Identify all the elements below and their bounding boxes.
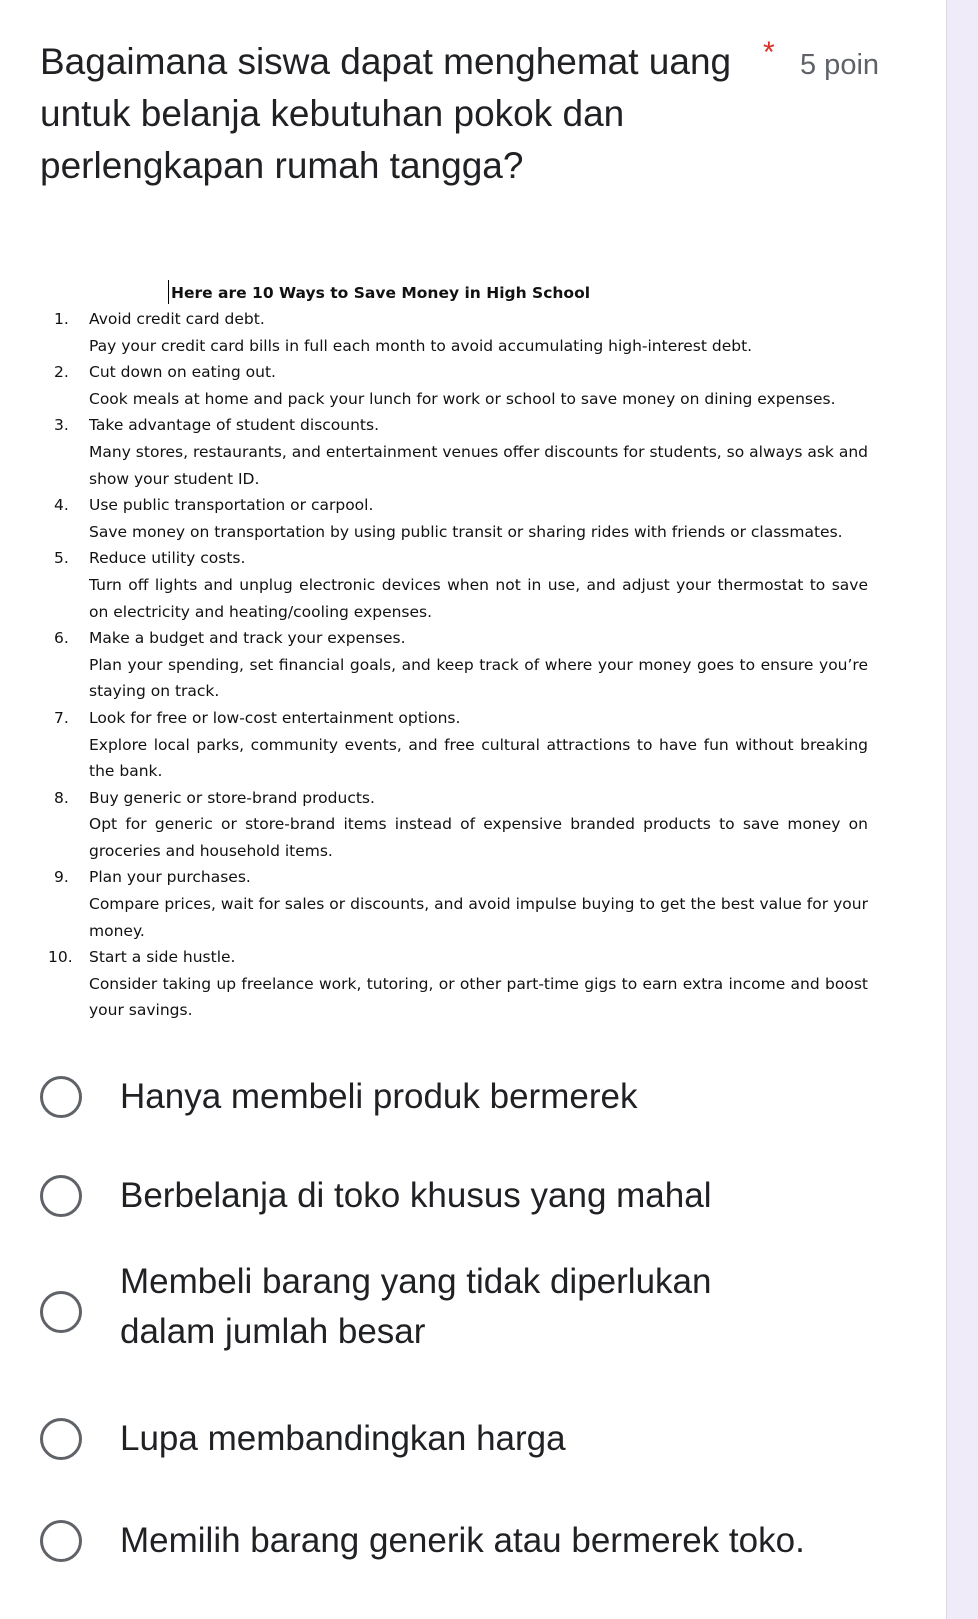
question-title: Bagaimana siswa dapat menghemat uang untuk belanja kebutuhan pokok dan perlengkapan rumah tangga? [40, 41, 732, 186]
option-label[interactable]: Memilih barang generik atau bermerek toko. [120, 1521, 805, 1560]
list-item [48, 864, 868, 944]
list-item [48, 545, 868, 625]
question-image [48, 280, 868, 1024]
item-description: Save money on transportation by using public transit or sharing rides with friends or classmates. [89, 522, 843, 541]
item-number: 4. [54, 496, 69, 515]
list-item [48, 492, 868, 545]
item-number: 2. [54, 363, 69, 382]
item-number: 1. [54, 310, 69, 328]
item-title: Use public transportation or carpool. [89, 496, 374, 515]
list-item [48, 359, 868, 412]
item-number: 9. [54, 868, 69, 887]
option-label[interactable]: Membeli barang yang tidak diperlukan dalam jumlah besar [120, 1262, 712, 1351]
item-number: 3. [54, 416, 69, 435]
tips-list [48, 306, 868, 1024]
radio-button[interactable] [40, 1175, 82, 1217]
item-title: Look for free or low-cost entertainment options. [89, 708, 461, 727]
item-number: 10. [48, 948, 73, 967]
item-description: Many stores, restaurants, and entertainment venues offer discounts for students, so always ask and show your student ID. [89, 442, 868, 488]
list-item [48, 625, 868, 705]
item-description: Cook meals at home and pack your lunch for work or school to save money on dining expenses. [89, 389, 836, 408]
radio-button[interactable] [40, 1520, 82, 1562]
item-description: Turn off lights and unplug electronic devices when not in use, and adjust your thermostat to save on electricity and heating/cooling expenses. [89, 575, 868, 621]
item-description: Consider taking up freelance work, tutoring, or other part-time gigs to earn extra income and boost your savings. [89, 974, 868, 1020]
radio-button[interactable] [40, 1418, 82, 1460]
doc-heading-text: Here are 10 Ways to Save Money in High School [171, 284, 591, 302]
item-title: Start a side hustle. [89, 948, 236, 967]
list-item [48, 944, 868, 1024]
doc-heading [48, 280, 868, 306]
item-title: Buy generic or store-brand products. [89, 788, 375, 807]
item-number: 8. [54, 788, 69, 807]
text-cursor [168, 280, 169, 304]
item-description: Explore local parks, community events, and free cultural attractions to have fun without breaking the bank. [89, 735, 868, 781]
item-title: Reduce utility costs. [89, 549, 246, 568]
item-number: 5. [54, 549, 69, 568]
item-title: Plan your purchases. [89, 868, 251, 887]
radio-button[interactable] [40, 1291, 82, 1333]
option-label[interactable]: Hanya membeli produk bermerek [120, 1077, 638, 1116]
question-points: 5 poin [800, 49, 880, 81]
item-title: Take advantage of student discounts. [89, 416, 379, 435]
option-label[interactable]: Lupa membandingkan harga [120, 1419, 566, 1458]
side-background-strip [946, 0, 978, 1619]
item-description: Plan your spending, set financial goals, and keep track of where your money goes to ensure you’re staying on track. [89, 655, 868, 701]
item-description: Opt for generic or store-brand items instead of expensive branded products to save money on groceries and household items. [89, 815, 868, 860]
item-title: Cut down on eating out. [89, 363, 276, 382]
required-indicator: * [763, 36, 775, 69]
item-number: 7. [54, 708, 69, 727]
list-item [48, 785, 868, 865]
list-item [48, 705, 868, 785]
option-label[interactable]: Berbelanja di toko khusus yang mahal [120, 1176, 712, 1215]
item-description: Pay your credit card bills in full each month to avoid accumulating high-interest debt. [89, 336, 753, 355]
item-number: 6. [54, 629, 69, 648]
item-title: Avoid credit card debt. [89, 310, 265, 328]
item-title: Make a budget and track your expenses. [89, 629, 406, 648]
radio-button[interactable] [40, 1076, 82, 1118]
list-item [48, 412, 868, 492]
list-item [48, 306, 868, 359]
item-description: Compare prices, wait for sales or discounts, and avoid impulse buying to get the best value for your money. [89, 895, 868, 940]
